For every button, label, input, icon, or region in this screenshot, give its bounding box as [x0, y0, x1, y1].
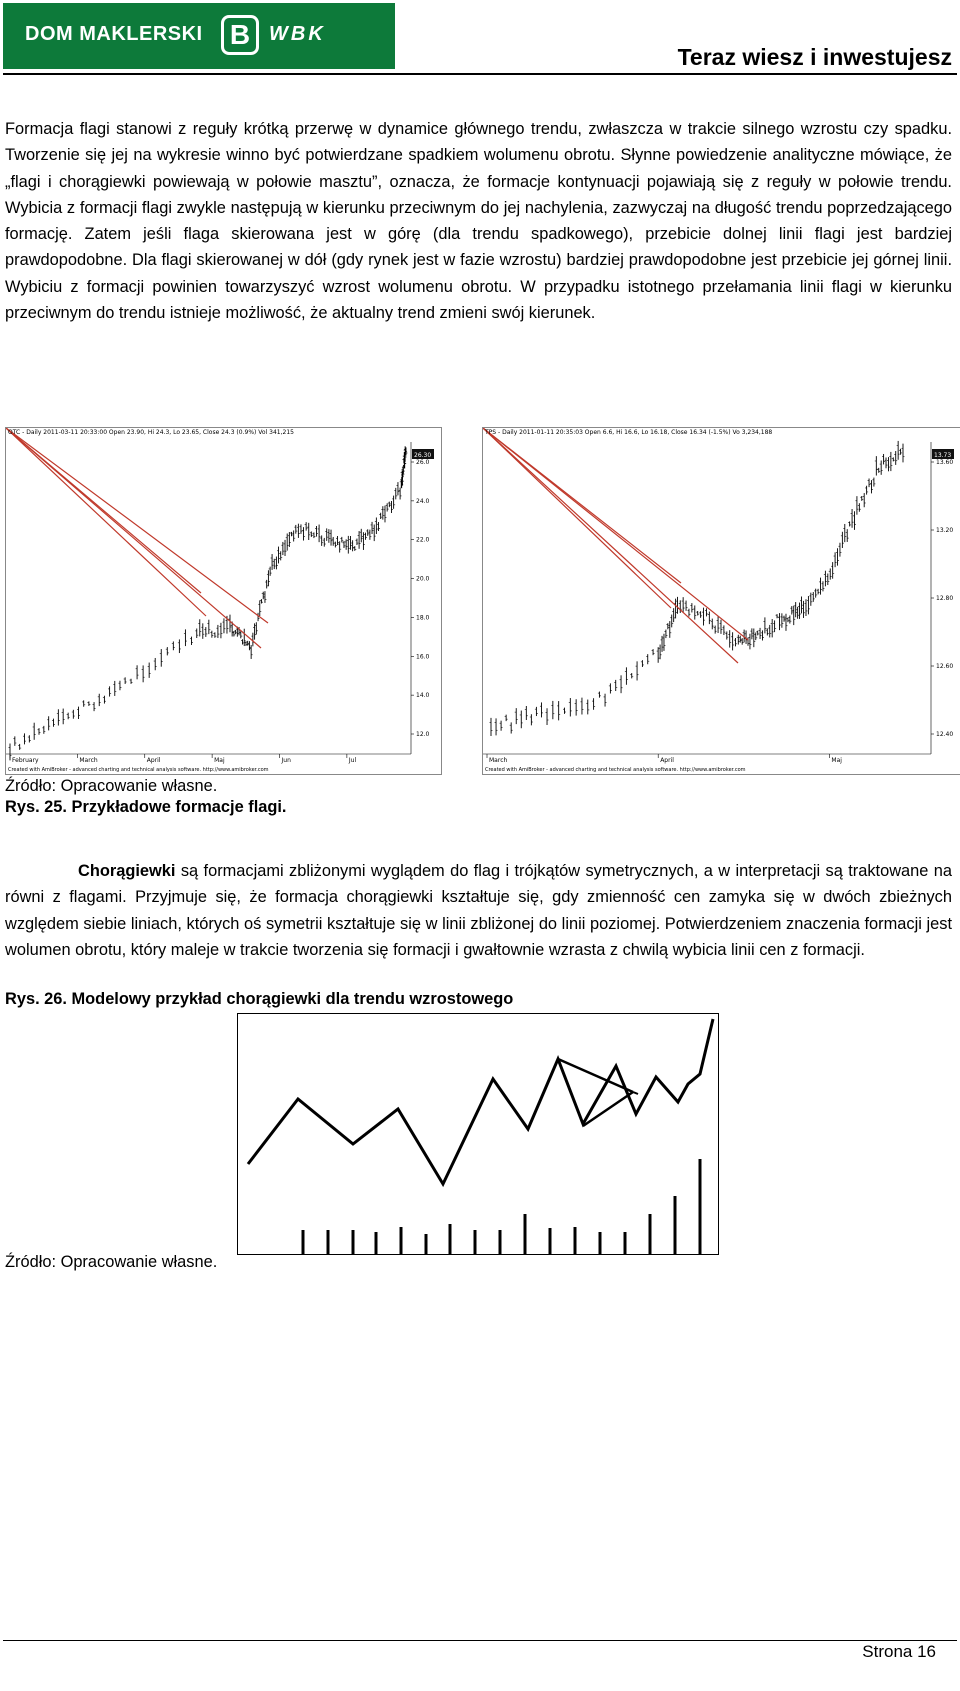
pennant-upper-ext	[633, 1092, 638, 1094]
x-tick-label: March	[79, 757, 98, 764]
logo-mark-icon: B	[221, 15, 259, 55]
x-tick-label: Jun	[281, 757, 291, 764]
pennant-model-diagram	[237, 1013, 719, 1255]
last-price-label: 13.73	[934, 452, 952, 459]
otc-chart-footer: Created with AmiBroker - advanced charting and technical analysis software. http://www.amibroker.com	[8, 767, 269, 773]
flag-line	[6, 428, 206, 616]
flag-line	[6, 428, 261, 648]
x-tick-label: February	[12, 757, 39, 764]
x-tick-label: Maj	[214, 757, 225, 764]
page-number: Strona 16	[862, 1642, 936, 1661]
figure26-title: Rys. 26. Modelowy przykład chorągiewki dla trendu wzrostowego	[5, 990, 514, 1008]
price-bars	[9, 446, 408, 760]
y-tick-label: 13.20	[936, 527, 954, 534]
flag-paragraph: Formacja flagi stanowi z reguły krótką przerwę w dynamice głównego trendu, zwłaszcza w trakcie silnego wzrostu czy spadku. Tworzenie się jej na wykresie winno być potwierdzane spadkiem wolumenu obrotu. Słynne powiedzenie analityczne mówiące, że „flagi i chorągiewki powiewają w połowie masztu”, oznacza, że formacje kontynuacji pojawiają się z reguły w połowie trendu. Wybicia z formacji flagi zwykle następują w kierunku przeciwnym do jej nachylenia, zazwyczaj na długość trendu poprzedzającego formację. Zatem jeśli flaga skierowana jest w górę (dla trendu spadkowego), przebicie dolnej linii flagi jest bardziej prawdopodobne. Dla flagi skierowanej w dół (gdy rynek jest w fazie wzrostu) bardziej prawdopodobne jest przebicie jej górnej linii. Wybiciu z formacji powinien towarzyszyć wzrost wolumenu obrotu. W przypadku istotnego przełamania linii flagi w kierunku przeciwnym do trendu istnieje możliwość, że aktualny trend zmieni swój kierunek.	[5, 120, 952, 323]
otc-chart-header: OTC - Daily 2011-03-11 20:33:00 Open 23.90, Hi 24.3, Lo 23.65, Close 24.3 (0.9%) Vol 341,215	[8, 429, 294, 436]
y-tick-label: 12.60	[936, 663, 954, 670]
y-tick-label: 16.0	[416, 653, 430, 661]
flag-line	[483, 428, 671, 608]
x-tick-label: Maj	[831, 757, 842, 764]
y-tick-label: 12.80	[936, 595, 954, 602]
y-tick-label: 24.0	[416, 497, 430, 505]
figure25-source: Źródło: Opracowanie własne.	[5, 777, 218, 795]
header-divider	[3, 73, 957, 75]
tps-chart-plot	[483, 428, 960, 774]
figure25-title: Rys. 25. Przykładowe formacje flagi.	[5, 798, 287, 816]
flag-line	[6, 428, 268, 623]
volume-bars	[303, 1159, 700, 1254]
tps-chart-header: TPS - Daily 2011-01-11 20:35:03 Open 6.6, Hi 16.6, Lo 16.18, Close 16.34 (-1.5%) Vo 3,234,188	[485, 429, 773, 436]
y-tick-label: 13.60	[936, 459, 954, 466]
y-tick-label: 12.0	[416, 731, 430, 738]
logo-brand-text: DOM MAKLERSKI	[25, 23, 203, 45]
pennant-paragraph-text: są formacjami zbliżonymi wyglądem do flag i trójkątów symetrycznych, a w interpretacji są traktowane na równi z flagami. Przyjmuje się, że formacja chorągiewki kształtuje się, gdy zmienność cen zamyka się w dwóch zbieżnych względem siebie liniach, których oś symetrii kształtuje się w linii zbliżonej do linii poziomej. Potwierdzeniem znaczenia formacji jest wolumen obrotu, który maleje w trakcie tworzenia się formacji i gwałtownie wzrasta z chwilą wybicia linii cen z formacji.	[5, 862, 952, 959]
otc-chart-plot	[6, 428, 441, 774]
x-tick-label: March	[489, 757, 508, 764]
y-tick-label: 26.0	[416, 459, 430, 466]
price-bars	[490, 441, 905, 736]
x-tick-label: Jul	[348, 757, 357, 764]
tps-flag-chart	[482, 427, 960, 775]
flag-line	[483, 428, 738, 663]
pennant-paragraph	[5, 858, 952, 963]
x-tick-label: April	[660, 757, 674, 764]
last-price-label: 26.30	[414, 452, 432, 459]
x-tick-label: April	[146, 757, 161, 764]
y-tick-label: 14.0	[416, 692, 430, 700]
pennant-lead-term: Chorągiewki	[78, 862, 176, 880]
logo-bank-text: WBK	[269, 23, 326, 45]
y-tick-label: 22.0	[416, 536, 430, 544]
figure26-source: Źródło: Opracowanie własne.	[5, 1253, 218, 1271]
dm-bzwbk-logo	[3, 3, 395, 69]
price-path	[248, 1019, 713, 1184]
header-slogan: Teraz wiesz i inwestujesz	[677, 44, 952, 70]
y-tick-label: 20.0	[416, 575, 430, 583]
flag-line	[483, 428, 748, 640]
y-tick-label: 12.40	[936, 731, 954, 738]
y-tick-label: 18.0	[416, 614, 430, 622]
tps-chart-footer: Created with AmiBroker - advanced charting and technical analysis software. http://www.amibroker.com	[485, 767, 746, 773]
pennant-model-svg	[238, 1014, 718, 1254]
otc-flag-chart	[5, 427, 442, 775]
footer-divider	[3, 1640, 957, 1641]
